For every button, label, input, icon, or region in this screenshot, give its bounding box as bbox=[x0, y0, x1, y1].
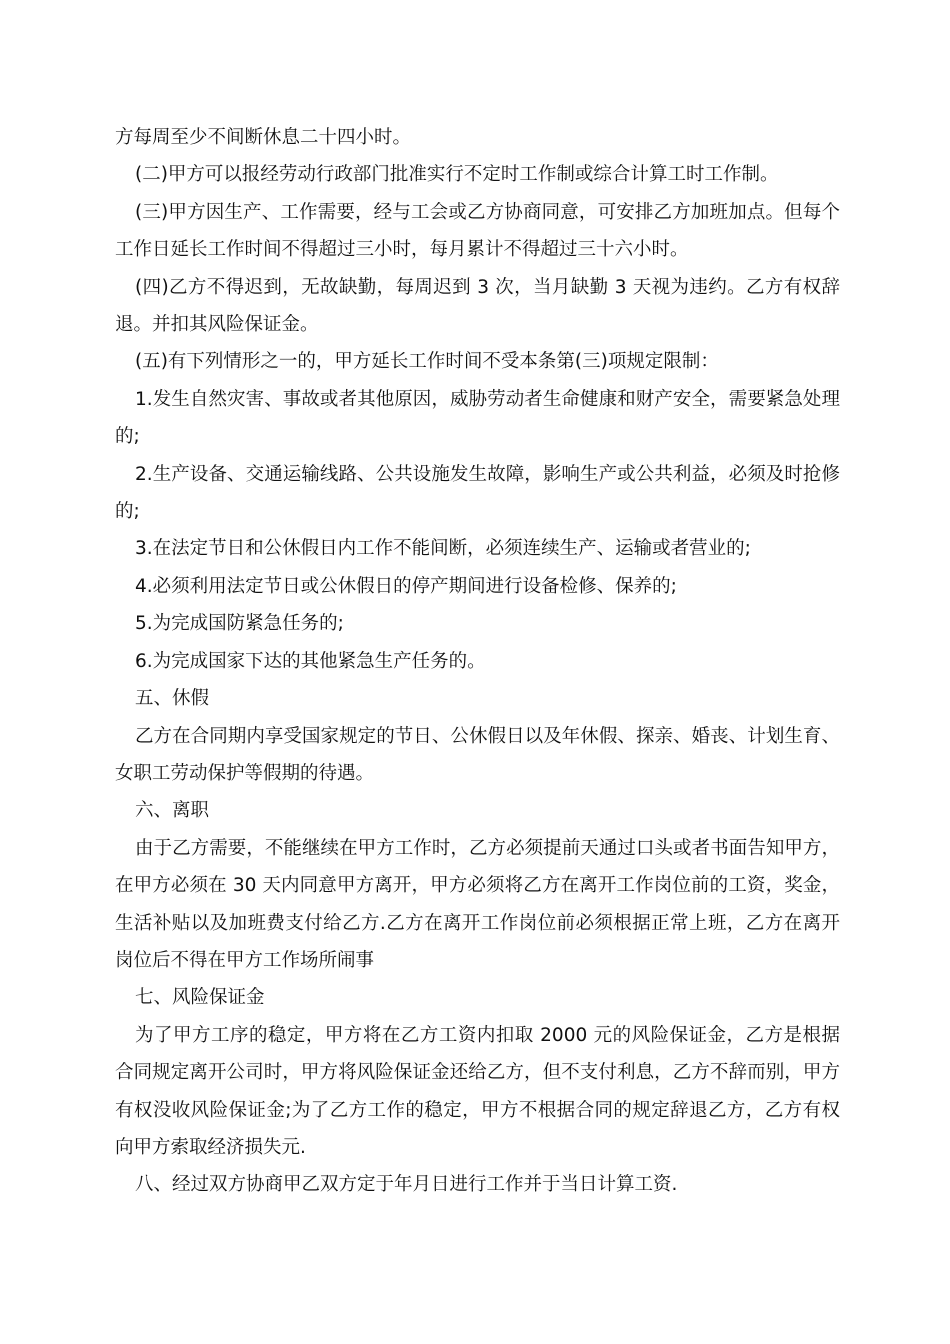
list-item-1: 1.发生自然灾害、事故或者其他原因，威胁劳动者生命健康和财产安全，需要紧急处理的; bbox=[115, 388, 840, 448]
paragraph-clause-eight: 八、经过双方协商甲乙双方定于年月日进行工作并于当日计算工资. bbox=[135, 1174, 678, 1196]
paragraph-deposit: 为了甲方工序的稳定，甲方将在乙方工资内扣取 2000 元的风险保证金，乙方是根据合同规定离开公司时，甲方将风险保证金还给乙方，但不支付利息，乙方不辞而别，甲方有权没收风险保证金;为了乙方工作的稳定，甲方不根据合同的规定辞退乙方，乙方有权向甲方索取经济损失元. bbox=[115, 1024, 840, 1158]
paragraph-resignation: 由于乙方需要，不能继续在甲方工作时，乙方必须提前天通过口头或者书面告知甲方，在甲方必须在 30 天内同意甲方离开，甲方必须将乙方在离开工作岗位前的工资，奖金，生活补贴以及加班费支付给乙方.乙方在离开工作岗位前必须根据正常上班，乙方在离开岗位后不得在甲方工作场所闹事 bbox=[115, 837, 840, 971]
paragraph-clause-3: (三)甲方因生产、工作需要，经与工会或乙方协商同意，可安排乙方加班加点。但每个工作日延长工作时间不得超过三小时，每月累计不得超过三十六小时。 bbox=[115, 201, 840, 261]
paragraph-clause-2: (二)甲方可以报经劳动行政部门批准实行不定时工作制或综合计算工时工作制。 bbox=[135, 164, 779, 186]
list-item-4: 4.必须利用法定节日或公休假日的停产期间进行设备检修、保养的; bbox=[135, 575, 677, 597]
list-item-6: 6.为完成国家下达的其他紧急生产任务的。 bbox=[135, 650, 486, 672]
section-heading-resignation: 六、离职 bbox=[135, 800, 210, 822]
section-heading-leave: 五、休假 bbox=[135, 688, 210, 710]
section-heading-deposit: 七、风险保证金 bbox=[135, 987, 265, 1009]
paragraph-leave: 乙方在合同期内享受国家规定的节日、公休假日以及年休假、探亲、婚丧、计划生育、女职工劳动保护等假期的待遇。 bbox=[115, 725, 840, 784]
list-item-5: 5.为完成国防紧急任务的; bbox=[135, 613, 344, 635]
paragraph-clause-4: (四)乙方不得迟到，无故缺勤，每周迟到 3 次，当月缺勤 3 天视为违约。乙方有权辞退。并扣其风险保证金。 bbox=[115, 276, 840, 336]
list-item-2: 2.生产设备、交通运输线路、公共设施发生故障，影响生产或公共利益，必须及时抢修的; bbox=[115, 463, 840, 523]
paragraph-clause-5: (五)有下列情形之一的，甲方延长工作时间不受本条第(三)项规定限制： bbox=[135, 351, 719, 373]
list-item-3: 3.在法定节日和公休假日内工作不能间断，必须连续生产、运输或者营业的; bbox=[135, 538, 751, 560]
paragraph-rest-continuation: 方每周至少不间断休息二十四小时。 bbox=[115, 127, 412, 148]
document-body bbox=[115, 119, 840, 1204]
